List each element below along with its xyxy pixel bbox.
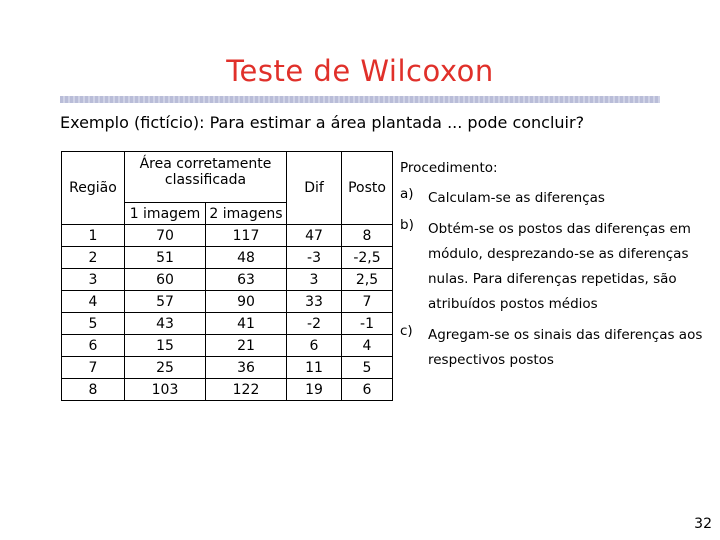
header-posto: Posto (342, 152, 393, 225)
cell-img1: 51 (125, 247, 206, 269)
cell-dif: 3 (287, 269, 342, 291)
table-row (62, 313, 393, 335)
wilcoxon-table (61, 151, 393, 401)
cell-img1: 70 (125, 225, 206, 247)
cell-img1: 15 (125, 335, 206, 357)
cell-img2: 122 (206, 379, 287, 401)
header-img1: 1 imagem (125, 203, 206, 225)
cell-img2: 41 (206, 313, 287, 335)
step-text: Calculam-se as diferenças (428, 190, 605, 206)
cell-img2: 90 (206, 291, 287, 313)
procedure-step (400, 217, 710, 317)
cell-dif: 19 (287, 379, 342, 401)
table-row (62, 247, 393, 269)
procedure-step (400, 323, 710, 373)
procedure-section (400, 160, 710, 379)
cell-img2: 48 (206, 247, 287, 269)
cell-region: 5 (62, 313, 125, 335)
table-row (62, 335, 393, 357)
cell-posto: 7 (342, 291, 393, 313)
cell-region: 6 (62, 335, 125, 357)
cell-img1: 25 (125, 357, 206, 379)
cell-dif: 6 (287, 335, 342, 357)
header-dif: Dif (287, 152, 342, 225)
table-row (62, 269, 393, 291)
step-label: a) (400, 186, 414, 202)
table-row (62, 291, 393, 313)
procedure-heading: Procedimento: (400, 160, 498, 176)
cell-dif: -3 (287, 247, 342, 269)
header-img2: 2 imagens (206, 203, 287, 225)
step-text: Agregam-se os sinais das diferenças aos respectivos postos (428, 327, 703, 368)
step-label: b) (400, 217, 414, 233)
procedure-step (400, 186, 710, 211)
cell-img1: 60 (125, 269, 206, 291)
page-number: 32 (694, 516, 712, 532)
slide-subtitle: Exemplo (fictício): Para estimar a área plantada ... pode concluir? (60, 113, 585, 132)
step-label: c) (400, 323, 413, 339)
cell-posto: 8 (342, 225, 393, 247)
cell-dif: 33 (287, 291, 342, 313)
cell-dif: -2 (287, 313, 342, 335)
cell-img2: 117 (206, 225, 287, 247)
cell-img1: 43 (125, 313, 206, 335)
header-region: Região (62, 152, 125, 225)
slide-title: Teste de Wilcoxon (226, 54, 494, 88)
cell-region: 7 (62, 357, 125, 379)
table-row (62, 357, 393, 379)
cell-posto: 5 (342, 357, 393, 379)
header-area: Área corretamente classificada (125, 152, 287, 203)
cell-posto: 6 (342, 379, 393, 401)
cell-dif: 11 (287, 357, 342, 379)
step-text: Obtém-se os postos das diferenças em módulo, desprezando-se as diferenças nulas. Para diferenças repetidas, são atribuídos postos médios (428, 221, 691, 312)
cell-img2: 63 (206, 269, 287, 291)
cell-posto: -2,5 (342, 247, 393, 269)
cell-region: 1 (62, 225, 125, 247)
cell-region: 3 (62, 269, 125, 291)
cell-img1: 57 (125, 291, 206, 313)
cell-posto: -1 (342, 313, 393, 335)
cell-region: 8 (62, 379, 125, 401)
title-divider (60, 96, 660, 103)
cell-region: 4 (62, 291, 125, 313)
table-row (62, 379, 393, 401)
cell-img1: 103 (125, 379, 206, 401)
cell-posto: 4 (342, 335, 393, 357)
cell-posto: 2,5 (342, 269, 393, 291)
cell-img2: 21 (206, 335, 287, 357)
table-row (62, 225, 393, 247)
cell-region: 2 (62, 247, 125, 269)
cell-img2: 36 (206, 357, 287, 379)
cell-dif: 47 (287, 225, 342, 247)
